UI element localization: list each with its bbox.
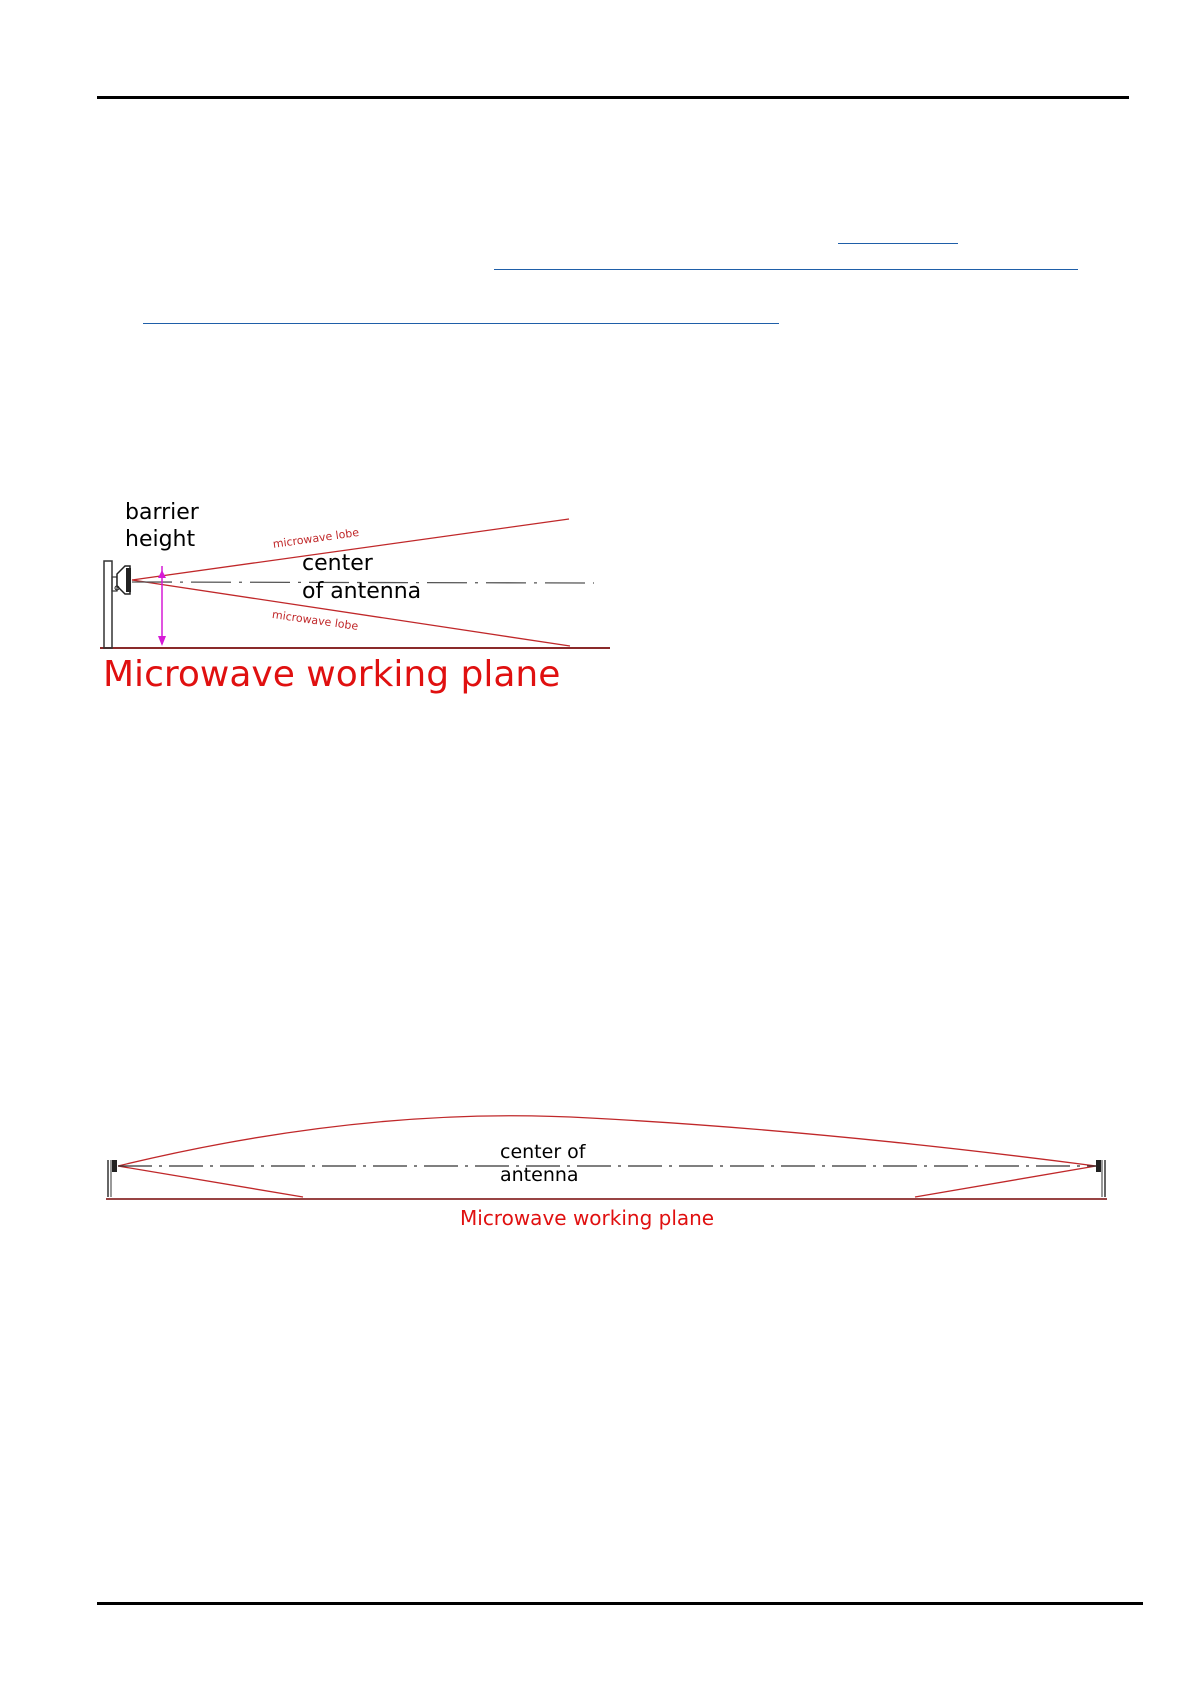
working-plane-label-1: Microwave working plane [103, 654, 561, 695]
span-center-label-line1: center of [500, 1141, 586, 1163]
right-antenna-icon [1096, 1160, 1105, 1197]
lobe-lower-label: microwave lobe [271, 608, 360, 633]
footer-rule [97, 1602, 1143, 1605]
lobe-envelope-lower-left [118, 1166, 303, 1197]
center-label-line1: center [302, 551, 373, 576]
lobe-envelope-upper [118, 1116, 1096, 1166]
lobe-envelope-lower-right [915, 1166, 1096, 1197]
lobe-upper-label: microwave lobe [272, 525, 360, 551]
span-center-label-line2: antenna [500, 1164, 579, 1186]
left-antenna-icon [108, 1160, 117, 1197]
center-label-line2: of antenna [302, 579, 422, 604]
working-plane-label-2: Microwave working plane [460, 1206, 715, 1230]
barrier-label-line1: barrier [125, 500, 199, 525]
barrier-label-line2: height [125, 527, 196, 552]
